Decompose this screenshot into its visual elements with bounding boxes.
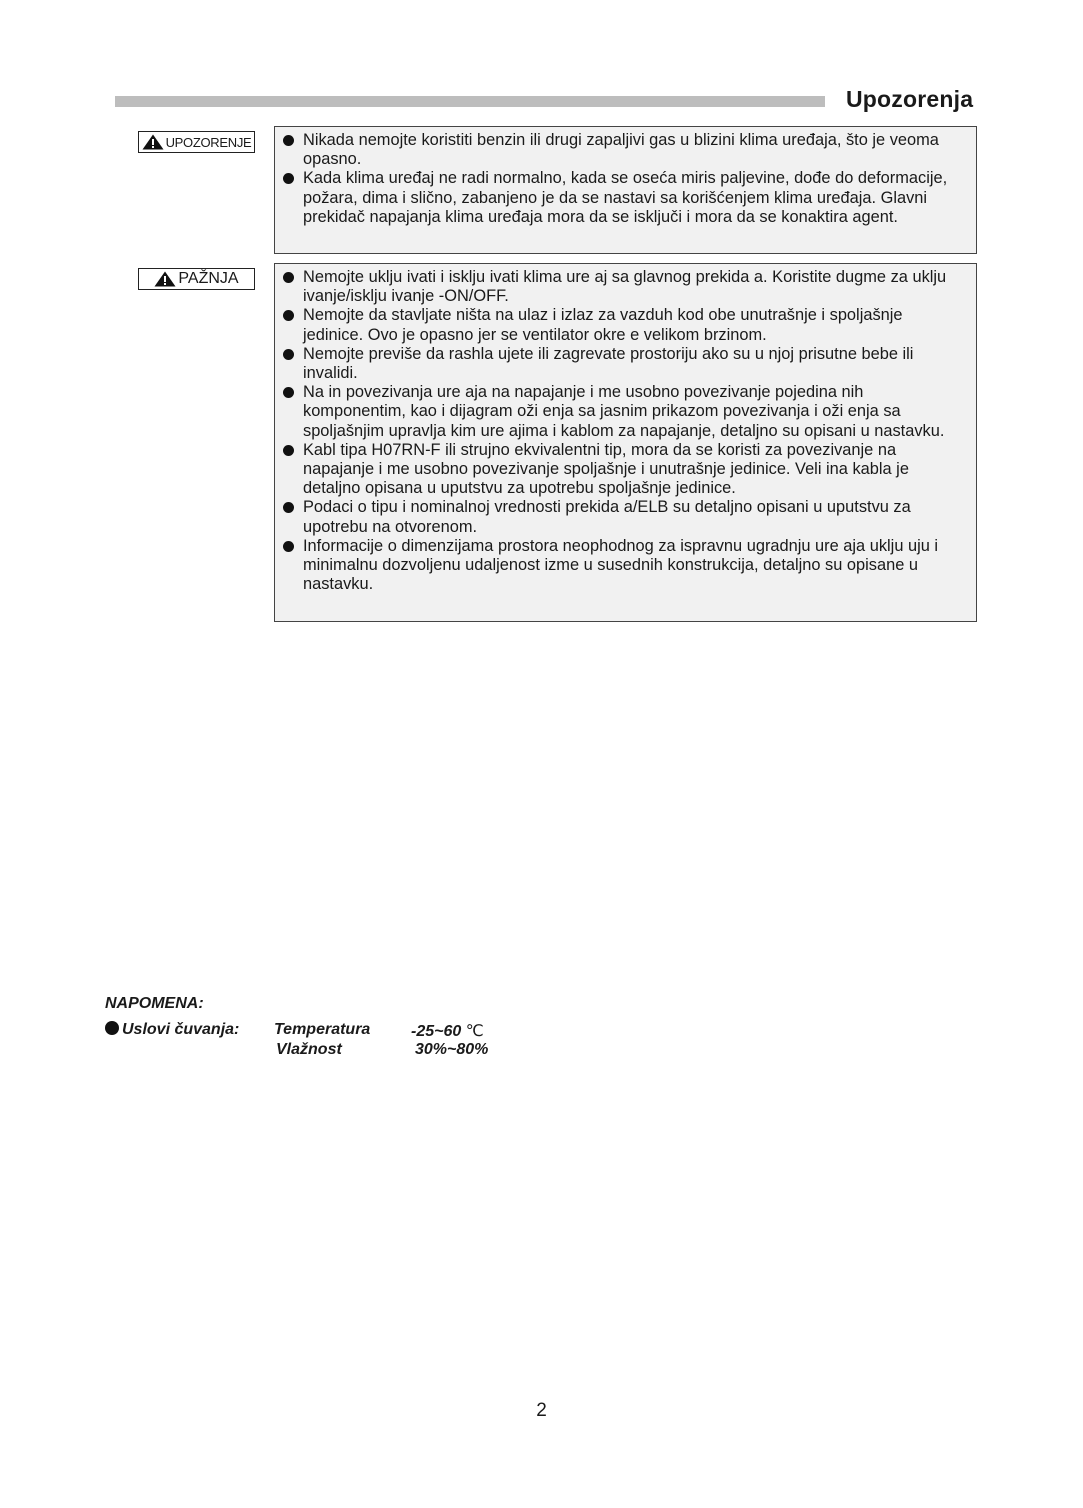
bullet-dot-icon (105, 1021, 119, 1035)
bullet-dot-icon (283, 387, 294, 398)
caution-notice-box (274, 263, 977, 622)
caution-item-text: Podaci o tipu i nominalnoj vrednosti prekida a/ELB su detaljno opisani u uputstvu za upotrebu na otvorenom. (303, 498, 911, 536)
list-item (283, 537, 966, 595)
temperature-value (411, 1021, 484, 1041)
caution-item-text: Na in povezivanja ure aja na napajanje i me usobno povezivanje pojedina nih komponentim, kao i dijagram oži enja sa jasnim prikazom povezivanja i oži enja sa spoljašnjim upravlja kim ure ajima i kablom za napajanje, detaljno su opisani u nastavku. (303, 383, 945, 440)
bullet-dot-icon (283, 502, 294, 513)
note-title: NAPOMENA: (105, 995, 204, 1012)
bullet-dot-icon (283, 310, 294, 321)
list-item (283, 306, 966, 344)
bullet-dot-icon (283, 349, 294, 360)
caution-item-text: Informacije o dimenzijama prostora neophodnog za ispravnu ugradnju ure aja uklju uju i minimalnu dozvoljenu udaljenost izme u susednih konstrukcija, detaljno su opisane u nastavku. (303, 536, 939, 594)
list-item (283, 345, 966, 383)
bullet-dot-icon (283, 173, 294, 184)
page-number: 2 (536, 1400, 547, 1421)
caution-item-text: Nemojte da stavljate ništa na ulaz i izlaz za vazduh kod obe unutrašnje i spoljašnje jedinice. Ovo je opasno jer se ventilator okre e velikom brzinom. (303, 306, 903, 344)
bullet-dot-icon (283, 272, 294, 283)
page-title: Upozorenja (846, 86, 974, 112)
temperature-unit: ℃ (465, 1023, 484, 1040)
list-item (283, 383, 966, 441)
list-item (283, 498, 966, 536)
caution-label-box (138, 268, 255, 290)
warning-label-box (138, 131, 255, 153)
list-item (283, 268, 966, 306)
warning-item-text: Nikada nemojte koristiti benzin ili drugi zapaljivi gas u blizini klima uređaja, što je veoma opasno. (303, 131, 939, 169)
warning-label-text: UPOZORENJE (165, 134, 252, 150)
caution-item-text: Nemojte previše da rashla ujete ili zagrevate prostoriju ako su u njoj prisutne bebe ili invalidi. (303, 344, 914, 383)
caution-item-text: Nemojte uklju ivati i isklju ivati klima ure aj sa glavnog prekida a. Koristite dugme za uklju ivanje/isklju ivanje -ON/OFF. (303, 268, 947, 306)
storage-conditions-label: Uslovi čuvanja: (122, 1021, 240, 1038)
caution-label-text: PAŽNJA (178, 270, 239, 287)
warning-item-text: Kada klima uređaj ne radi normalno, kada se oseća miris paljevine, dođe do deformacije, požara, dima i slično, zabanjeno je da se nastavi sa korišćenjem klima uređaja. Glavni prekidač napajanja klima uređaja mora da se isključi i mora da se konaktira agent. (303, 169, 948, 226)
temperature-range: -25~60 (411, 1023, 462, 1040)
humidity-label: Vlažnost (276, 1041, 342, 1058)
list-item (283, 441, 966, 499)
warning-triangle-icon (142, 134, 164, 150)
temperature-label: Temperatura (274, 1021, 371, 1038)
header-divider-bar (115, 96, 825, 107)
caution-item-text: Kabl tipa H07RN-F ili strujno ekvivalentni tip, mora da se koristi za povezivanje na napajanje i me usobno povezivanje spoljašnje i unutrašnje jedinice. Veli ina kabla je detaljno opisana u uputstvu za upotrebu spoljašnje jedinice. (303, 440, 909, 498)
caution-list (283, 268, 966, 594)
warning-list (283, 131, 966, 227)
humidity-value: 30%~80% (415, 1041, 489, 1058)
list-item (283, 131, 966, 169)
bullet-dot-icon (283, 135, 294, 146)
bullet-dot-icon (283, 541, 294, 552)
warning-triangle-icon (154, 271, 176, 287)
list-item (283, 169, 966, 227)
warning-notice-box (274, 126, 977, 254)
bullet-dot-icon (283, 445, 294, 456)
